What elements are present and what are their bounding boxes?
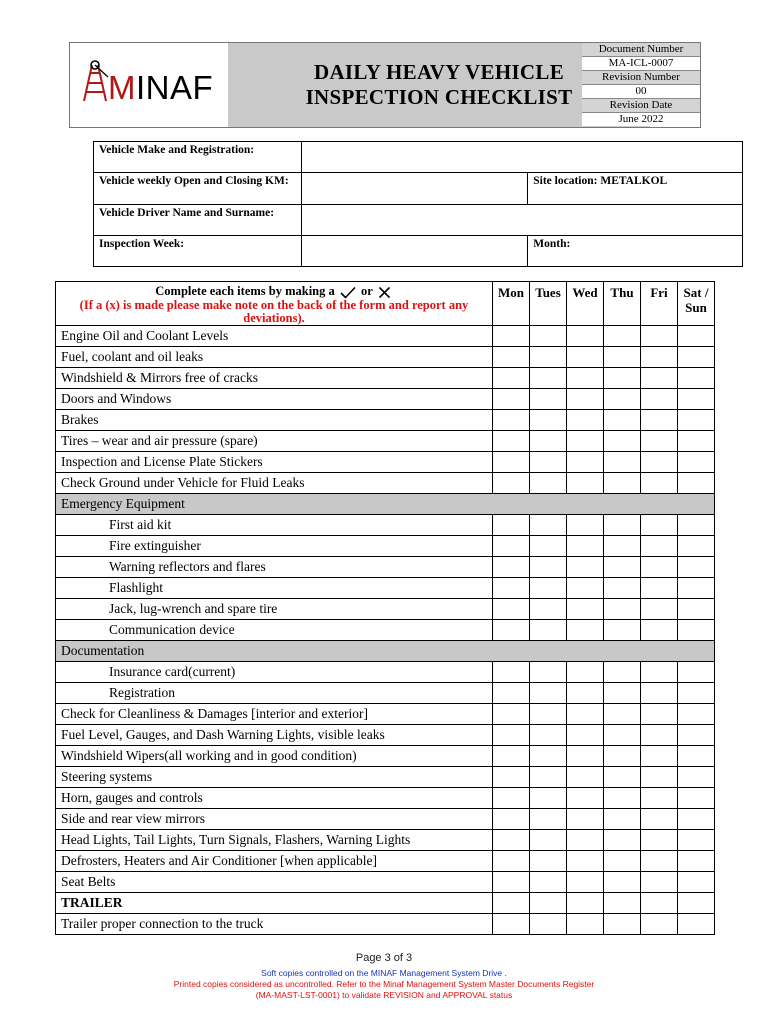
check-cell-sat-sun[interactable] (678, 850, 715, 871)
check-cell-mon[interactable] (493, 598, 530, 619)
check-cell-mon[interactable] (493, 829, 530, 850)
checklist-item-row (56, 577, 715, 598)
check-cell-wed[interactable] (567, 409, 604, 430)
check-cell-fri[interactable] (641, 703, 678, 724)
check-cell-fri[interactable] (641, 745, 678, 766)
day-header-thu: Thu (604, 282, 641, 326)
check-cell-fri[interactable] (641, 808, 678, 829)
check-cell-tues[interactable] (530, 409, 567, 430)
checklist-item-row (56, 913, 715, 934)
checklist-item-label: Doors and Windows (56, 388, 493, 409)
check-cell-mon[interactable] (493, 871, 530, 892)
check-cell-thu[interactable] (604, 472, 641, 493)
check-cell-wed[interactable] (567, 346, 604, 367)
check-cell-tues[interactable] (530, 703, 567, 724)
checklist-item-label: Check Ground under Vehicle for Fluid Leaks (56, 472, 493, 493)
check-cell-fri[interactable] (641, 661, 678, 682)
check-cell-mon[interactable] (493, 808, 530, 829)
checklist-item-label: Registration (56, 682, 493, 703)
check-cell-sat-sun[interactable] (678, 871, 715, 892)
check-cell-sat-sun[interactable] (678, 535, 715, 556)
check-cell-thu[interactable] (604, 724, 641, 745)
weekly-km-field[interactable] (301, 173, 528, 205)
check-cell-mon[interactable] (493, 325, 530, 346)
checklist-item-row (56, 724, 715, 745)
check-cell-sat-sun[interactable] (678, 514, 715, 535)
vehicle-make-label: Vehicle Make and Registration: (94, 142, 302, 173)
check-cell-sat-sun[interactable] (678, 892, 715, 913)
check-cell-tues[interactable] (530, 367, 567, 388)
revision-date-value: June 2022 (582, 113, 700, 126)
check-cell-thu[interactable] (604, 745, 641, 766)
checklist-header-row (56, 282, 715, 326)
check-cell-thu[interactable] (604, 451, 641, 472)
check-cell-sat-sun[interactable] (678, 682, 715, 703)
footer-register-note: (MA-MAST-LST-0001) to validate REVISION and APPROVAL status (255, 990, 513, 1000)
inspection-week-field[interactable] (301, 236, 528, 267)
check-cell-tues[interactable] (530, 451, 567, 472)
instruction-header (56, 282, 493, 326)
check-cell-tues[interactable] (530, 577, 567, 598)
check-cell-sat-sun[interactable] (678, 829, 715, 850)
checklist-item-label: Insurance card(current) (56, 661, 493, 682)
check-cell-wed[interactable] (567, 871, 604, 892)
footer-soft-copy-note: Soft copies controlled on the MINAF Management System Drive . (261, 968, 507, 978)
check-cell-tues[interactable] (530, 913, 567, 934)
checklist-body (56, 325, 715, 934)
checklist-section-row (56, 493, 715, 514)
check-cell-mon[interactable] (493, 535, 530, 556)
check-cell-sat-sun[interactable] (678, 724, 715, 745)
check-cell-fri[interactable] (641, 514, 678, 535)
check-cell-fri[interactable] (641, 787, 678, 808)
instruction-prefix: Complete each items by making a (155, 284, 335, 298)
checklist-item-row (56, 829, 715, 850)
check-cell-mon[interactable] (493, 850, 530, 871)
check-cell-wed[interactable] (567, 367, 604, 388)
check-cell-sat-sun[interactable] (678, 577, 715, 598)
check-cell-tues[interactable] (530, 808, 567, 829)
checklist-item-label: Flashlight (56, 577, 493, 598)
checklist-item-row (56, 325, 715, 346)
vehicle-make-field[interactable] (301, 142, 742, 173)
weekly-km-label: Vehicle weekly Open and Closing KM: (94, 173, 302, 205)
check-cell-wed[interactable] (567, 892, 604, 913)
logo-text (108, 69, 213, 107)
check-cell-wed[interactable] (567, 745, 604, 766)
check-cell-tues[interactable] (530, 598, 567, 619)
check-cell-fri[interactable] (641, 829, 678, 850)
check-cell-sat-sun[interactable] (678, 766, 715, 787)
check-cell-tues[interactable] (530, 472, 567, 493)
check-cell-sat-sun[interactable] (678, 619, 715, 640)
check-cell-fri[interactable] (641, 892, 678, 913)
check-cell-wed[interactable] (567, 766, 604, 787)
check-cell-thu[interactable] (604, 619, 641, 640)
title-line-2: INSPECTION CHECKLIST (305, 85, 573, 109)
check-cell-wed[interactable] (567, 388, 604, 409)
check-cell-sat-sun[interactable] (678, 472, 715, 493)
revision-number-label: Revision Number (582, 71, 700, 85)
check-cell-wed[interactable] (567, 850, 604, 871)
check-cell-mon[interactable] (493, 388, 530, 409)
check-cell-wed[interactable] (567, 556, 604, 577)
check-cell-wed[interactable] (567, 724, 604, 745)
check-cell-wed[interactable] (567, 430, 604, 451)
check-cell-mon[interactable] (493, 472, 530, 493)
check-cell-wed[interactable] (567, 682, 604, 703)
check-cell-fri[interactable] (641, 346, 678, 367)
logo-letters: INAF (136, 69, 214, 106)
check-cell-mon[interactable] (493, 577, 530, 598)
title-line-1: DAILY HEAVY VEHICLE (314, 60, 564, 84)
check-cell-tues[interactable] (530, 787, 567, 808)
check-cell-mon[interactable] (493, 661, 530, 682)
check-cell-mon[interactable] (493, 514, 530, 535)
footer-printed-copy-note: Printed copies considered as uncontrolled. Refer to the Minaf Management System Master Documents Register (173, 979, 595, 989)
checklist-item-row (56, 430, 715, 451)
check-cell-fri[interactable] (641, 388, 678, 409)
check-cell-fri[interactable] (641, 766, 678, 787)
check-cell-thu[interactable] (604, 577, 641, 598)
check-cell-fri[interactable] (641, 682, 678, 703)
checklist-item-row (56, 661, 715, 682)
check-cell-mon[interactable] (493, 556, 530, 577)
check-cell-fri[interactable] (641, 472, 678, 493)
check-cell-wed[interactable] (567, 913, 604, 934)
document-control-box (582, 43, 700, 127)
check-cell-fri[interactable] (641, 535, 678, 556)
minaf-headframe-icon (78, 59, 112, 103)
checklist-item-row (56, 850, 715, 871)
checklist-item-label: Horn, gauges and controls (56, 787, 493, 808)
checklist-item-row (56, 367, 715, 388)
check-cell-fri[interactable] (641, 556, 678, 577)
checklist-item-row (56, 388, 715, 409)
driver-name-field[interactable] (301, 205, 742, 236)
check-cell-wed[interactable] (567, 703, 604, 724)
document-header (69, 42, 701, 128)
checklist-item-row (56, 472, 715, 493)
check-cell-sat-sun[interactable] (678, 367, 715, 388)
checklist-item-row (56, 745, 715, 766)
checklist-item-label: Head Lights, Tail Lights, Turn Signals, Flashers, Warning Lights (56, 829, 493, 850)
check-cell-mon[interactable] (493, 724, 530, 745)
checklist-item-label: Communication device (56, 619, 493, 640)
check-cell-wed[interactable] (567, 535, 604, 556)
check-cell-thu[interactable] (604, 661, 641, 682)
check-cell-thu[interactable] (604, 325, 641, 346)
check-cell-wed[interactable] (567, 577, 604, 598)
cross-icon (378, 286, 391, 299)
revision-number-value: 00 (582, 85, 700, 99)
checklist-item-row (56, 556, 715, 577)
day-header-sat-sun: Sat / Sun (678, 282, 715, 326)
checklist-item-label: Windshield & Mirrors free of cracks (56, 367, 493, 388)
doc-number-value: MA-ICL-0007 (582, 57, 700, 71)
check-cell-wed[interactable] (567, 661, 604, 682)
check-cell-sat-sun[interactable] (678, 661, 715, 682)
checklist-item-label: Seat Belts (56, 871, 493, 892)
check-cell-tues[interactable] (530, 346, 567, 367)
check-cell-wed[interactable] (567, 451, 604, 472)
month-label: Month: (528, 236, 743, 267)
checklist-section-row (56, 640, 715, 661)
check-cell-sat-sun[interactable] (678, 745, 715, 766)
check-cell-thu[interactable] (604, 892, 641, 913)
check-cell-thu[interactable] (604, 850, 641, 871)
check-cell-mon[interactable] (493, 430, 530, 451)
checklist-item-row (56, 598, 715, 619)
checklist-item-row (56, 808, 715, 829)
check-cell-thu[interactable] (604, 535, 641, 556)
check-cell-fri[interactable] (641, 724, 678, 745)
check-cell-fri[interactable] (641, 409, 678, 430)
check-cell-sat-sun[interactable] (678, 430, 715, 451)
check-cell-thu[interactable] (604, 556, 641, 577)
check-cell-fri[interactable] (641, 913, 678, 934)
check-cell-fri[interactable] (641, 367, 678, 388)
check-cell-mon[interactable] (493, 703, 530, 724)
check-cell-fri[interactable] (641, 325, 678, 346)
checklist-item-label: Inspection and License Plate Stickers (56, 451, 493, 472)
site-location-label: Site location: METALKOL (528, 173, 743, 205)
checklist-item-label: Windshield Wipers(all working and in good condition) (56, 745, 493, 766)
section-label: Emergency Equipment (56, 493, 715, 514)
check-cell-wed[interactable] (567, 808, 604, 829)
day-header-tues: Tues (530, 282, 567, 326)
check-cell-fri[interactable] (641, 850, 678, 871)
check-cell-mon[interactable] (493, 745, 530, 766)
checklist-item-row (56, 766, 715, 787)
check-cell-thu[interactable] (604, 829, 641, 850)
checklist-item-label: Steering systems (56, 766, 493, 787)
check-cell-fri[interactable] (641, 577, 678, 598)
check-cell-sat-sun[interactable] (678, 346, 715, 367)
check-cell-tues[interactable] (530, 388, 567, 409)
check-cell-tues[interactable] (530, 514, 567, 535)
check-cell-sat-sun[interactable] (678, 388, 715, 409)
check-cell-thu[interactable] (604, 514, 641, 535)
checklist-item-row (56, 535, 715, 556)
check-cell-tues[interactable] (530, 850, 567, 871)
doc-number-label: Document Number (582, 43, 700, 57)
checklist-item-label: Engine Oil and Coolant Levels (56, 325, 493, 346)
check-cell-tues[interactable] (530, 682, 567, 703)
checklist-item-row (56, 346, 715, 367)
check-cell-thu[interactable] (604, 388, 641, 409)
check-cell-fri[interactable] (641, 598, 678, 619)
check-cell-mon[interactable] (493, 346, 530, 367)
day-header-wed: Wed (567, 282, 604, 326)
check-cell-mon[interactable] (493, 892, 530, 913)
checklist-item-row (56, 892, 715, 913)
checklist-item-row (56, 703, 715, 724)
check-cell-tues[interactable] (530, 766, 567, 787)
check-cell-sat-sun[interactable] (678, 598, 715, 619)
check-cell-thu[interactable] (604, 766, 641, 787)
check-cell-sat-sun[interactable] (678, 409, 715, 430)
check-cell-sat-sun[interactable] (678, 913, 715, 934)
check-cell-mon[interactable] (493, 682, 530, 703)
checklist-item-row (56, 682, 715, 703)
check-cell-sat-sun[interactable] (678, 451, 715, 472)
check-cell-sat-sun[interactable] (678, 325, 715, 346)
checklist-item-row (56, 619, 715, 640)
check-cell-tues[interactable] (530, 430, 567, 451)
check-cell-thu[interactable] (604, 913, 641, 934)
checklist-item-label: TRAILER (56, 892, 493, 913)
checklist-item-row (56, 787, 715, 808)
instruction-note: (If a (x) is made please make note on the back of the form and report any deviations). (79, 297, 469, 325)
check-cell-sat-sun[interactable] (678, 703, 715, 724)
check-cell-mon[interactable] (493, 619, 530, 640)
check-cell-thu[interactable] (604, 367, 641, 388)
check-cell-thu[interactable] (604, 430, 641, 451)
check-cell-tues[interactable] (530, 619, 567, 640)
check-cell-tues[interactable] (530, 661, 567, 682)
section-label: Documentation (56, 640, 715, 661)
vehicle-info-table (93, 141, 743, 267)
check-cell-sat-sun[interactable] (678, 787, 715, 808)
check-cell-fri[interactable] (641, 430, 678, 451)
checklist-item-label: Check for Cleanliness & Damages [interior and exterior] (56, 703, 493, 724)
checklist-item-label: Warning reflectors and flares (56, 556, 493, 577)
check-cell-wed[interactable] (567, 325, 604, 346)
check-cell-thu[interactable] (604, 409, 641, 430)
check-cell-tues[interactable] (530, 892, 567, 913)
check-cell-sat-sun[interactable] (678, 556, 715, 577)
instruction-or: or (361, 284, 373, 298)
check-cell-wed[interactable] (567, 598, 604, 619)
check-cell-mon[interactable] (493, 787, 530, 808)
check-cell-tues[interactable] (530, 325, 567, 346)
check-cell-fri[interactable] (641, 871, 678, 892)
check-cell-thu[interactable] (604, 682, 641, 703)
check-cell-thu[interactable] (604, 703, 641, 724)
checklist-item-label: Brakes (56, 409, 493, 430)
check-cell-mon[interactable] (493, 367, 530, 388)
check-cell-tues[interactable] (530, 829, 567, 850)
day-header-fri: Fri (641, 282, 678, 326)
check-cell-thu[interactable] (604, 346, 641, 367)
check-cell-tues[interactable] (530, 745, 567, 766)
check-cell-wed[interactable] (567, 829, 604, 850)
check-cell-mon[interactable] (493, 913, 530, 934)
check-cell-fri[interactable] (641, 619, 678, 640)
check-cell-thu[interactable] (604, 871, 641, 892)
driver-name-label: Vehicle Driver Name and Surname: (94, 205, 302, 236)
check-cell-tues[interactable] (530, 724, 567, 745)
checklist-item-label: Fire extinguisher (56, 535, 493, 556)
checklist-item-label: Defrosters, Heaters and Air Conditioner [when applicable] (56, 850, 493, 871)
page-footer (0, 952, 768, 1001)
check-cell-mon[interactable] (493, 451, 530, 472)
day-header-mon: Mon (493, 282, 530, 326)
checklist-item-label: Fuel, coolant and oil leaks (56, 346, 493, 367)
checklist-item-row (56, 451, 715, 472)
checkmark-icon (340, 286, 356, 299)
checklist-item-row (56, 409, 715, 430)
check-cell-thu[interactable] (604, 787, 641, 808)
checklist-item-label: Side and rear view mirrors (56, 808, 493, 829)
checklist-item-row (56, 514, 715, 535)
check-cell-sat-sun[interactable] (678, 808, 715, 829)
checklist-item-label: Jack, lug-wrench and spare tire (56, 598, 493, 619)
check-cell-tues[interactable] (530, 871, 567, 892)
checklist-item-label: Fuel Level, Gauges, and Dash Warning Lights, visible leaks (56, 724, 493, 745)
check-cell-mon[interactable] (493, 766, 530, 787)
check-cell-wed[interactable] (567, 787, 604, 808)
inspection-week-label: Inspection Week: (94, 236, 302, 267)
minaf-logo (70, 43, 227, 127)
inspection-checklist-table (55, 281, 715, 935)
check-cell-tues[interactable] (530, 556, 567, 577)
revision-date-label: Revision Date (582, 99, 700, 113)
check-cell-mon[interactable] (493, 409, 530, 430)
checklist-item-row (56, 871, 715, 892)
checklist-item-label: Tires – wear and air pressure (spare) (56, 430, 493, 451)
check-cell-wed[interactable] (567, 619, 604, 640)
check-cell-wed[interactable] (567, 472, 604, 493)
check-cell-thu[interactable] (604, 598, 641, 619)
checklist-item-label: First aid kit (56, 514, 493, 535)
check-cell-fri[interactable] (641, 451, 678, 472)
page-number: Page 3 of 3 (355, 952, 413, 964)
check-cell-thu[interactable] (604, 808, 641, 829)
checklist-item-label: Trailer proper connection to the truck (56, 913, 493, 934)
logo-letter-m: M (108, 69, 136, 106)
check-cell-wed[interactable] (567, 514, 604, 535)
check-cell-tues[interactable] (530, 535, 567, 556)
